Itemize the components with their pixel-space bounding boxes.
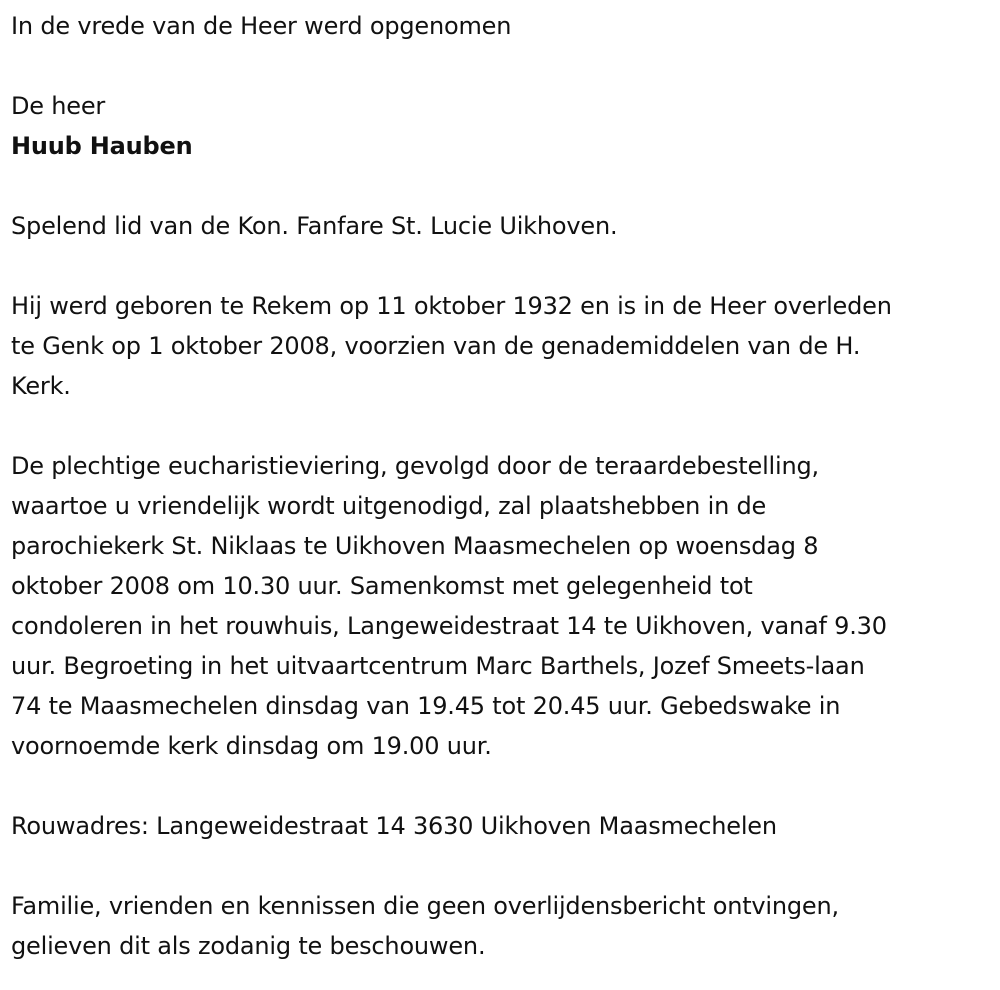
- spacer: [11, 766, 996, 806]
- ceremony-paragraph: [11, 446, 996, 766]
- paragraph-line: Kerk.: [11, 372, 71, 400]
- closing-paragraph: [11, 886, 996, 966]
- paragraph-line: De plechtige eucharistieviering, gevolgd door de teraardebestelling,: [11, 452, 819, 480]
- paragraph-line: oktober 2008 om 10.30 uur. Samenkomst met gelegenheid tot: [11, 572, 753, 600]
- spacer: [11, 846, 996, 886]
- spacer: [11, 166, 996, 206]
- spacer: [11, 246, 996, 286]
- salutation: De heer: [11, 92, 106, 120]
- birth-death-paragraph: [11, 286, 996, 406]
- paragraph-line: parochiekerk St. Niklaas te Uikhoven Maasmechelen op woensdag 8: [11, 532, 819, 560]
- paragraph-line: gelieven dit als zodanig te beschouwen.: [11, 932, 486, 960]
- paragraph-line: waartoe u vriendelijk wordt uitgenodigd, zal plaatshebben in de: [11, 492, 767, 520]
- intro-line: In de vrede van de Heer werd opgenomen: [11, 12, 512, 40]
- paragraph-line: 74 te Maasmechelen dinsdag van 19.45 tot 20.45 uur. Gebedswake in: [11, 692, 841, 720]
- paragraph-line: condoleren in het rouwhuis, Langeweidestraat 14 te Uikhoven, vanaf 9.30: [11, 612, 887, 640]
- paragraph-line: te Genk op 1 oktober 2008, voorzien van de genademiddelen van de H.: [11, 332, 861, 360]
- membership-line: Spelend lid van de Kon. Fanfare St. Lucie Uikhoven.: [11, 212, 618, 240]
- spacer: [11, 46, 996, 86]
- deceased-name: Huub Hauben: [11, 132, 193, 160]
- obituary-document: [11, 6, 996, 966]
- paragraph-line: Familie, vrienden en kennissen die geen overlijdensbericht ontvingen,: [11, 892, 839, 920]
- mourning-address: Rouwadres: Langeweidestraat 14 3630 Uikhoven Maasmechelen: [11, 812, 777, 840]
- paragraph-line: Hij werd geboren te Rekem op 11 oktober 1932 en is in de Heer overleden: [11, 292, 892, 320]
- paragraph-line: uur. Begroeting in het uitvaartcentrum Marc Barthels, Jozef Smeets-laan: [11, 652, 865, 680]
- spacer: [11, 406, 996, 446]
- paragraph-line: voornoemde kerk dinsdag om 19.00 uur.: [11, 732, 492, 760]
